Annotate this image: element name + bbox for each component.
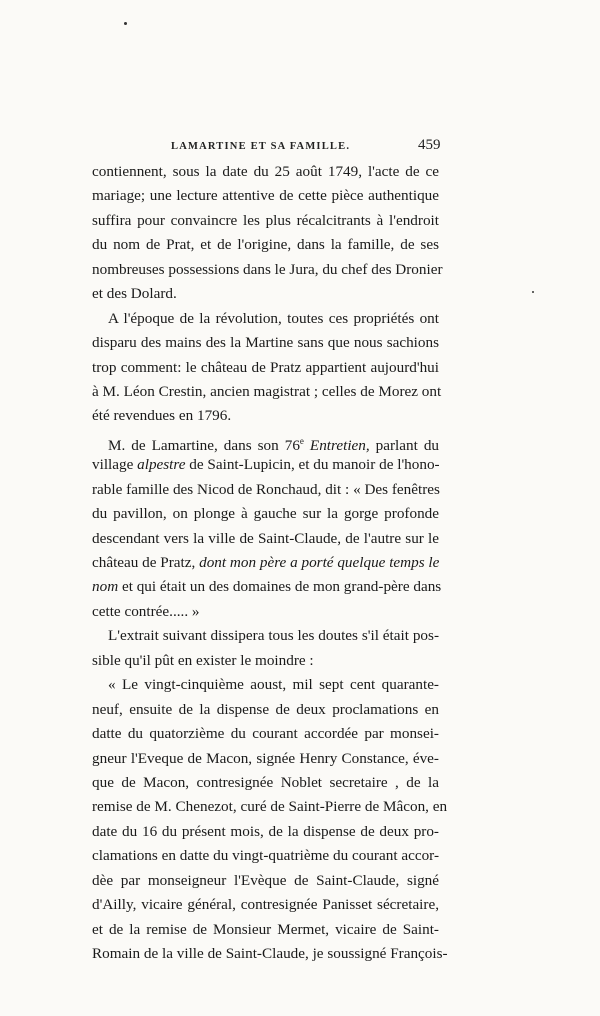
text-line: contiennent, sous la date du 25 août 1749, l'acte de ce [92,163,439,180]
body-text [92,160,448,966]
text-line: Romain de la ville de Saint-Claude, je soussigné François- [92,945,448,962]
text-line: rable famille des Nicod de Ronchaud, dit : « Des fenêtres [92,480,440,498]
page-number: 459 [418,137,441,153]
text-line: et de la remise de Monsieur Mermet, vicaire de Saint- [92,920,439,938]
text-line: disparu des mains des la Martine sans que nous sachions [92,334,439,352]
text-line: été revendues en 1796. [92,407,232,425]
text-line: village alpestre de Saint-Lupicin, et du manoir de l'hono- [92,456,440,474]
text-line: sible qu'il pût en exister le moindre : [92,651,314,669]
text-line: du pavillon, on plonge à gauche sur la gorge profonde [92,505,439,523]
text-line: suffira pour convaincre les plus récalcitrants à l'endroit [92,211,439,229]
text-line: mariage; une lecture attentive de cette pièce authentique [92,187,439,205]
ink-speck [124,22,127,25]
text-line: à M. Léon Crestin, ancien magistrat ; celles de Morez ont [92,382,442,400]
text-line: « Le vingt-cinquième aoust, mil sept cent quarante- [108,676,439,694]
text-line: datte du quatorzième du courant accordée par monsei- [92,725,439,743]
text-line: que de Macon, contresignée Noblet secretaire , de la [92,773,439,791]
text-line: neuf, ensuite de la dispense de deux proclamations en [92,700,439,718]
text-line: cette contrée..... » [92,602,200,620]
text-line: L'extrait suivant dissipera tous les doutes s'il était pos- [108,627,439,645]
text-line: M. de Lamartine, dans son 76e Entretien, parlant du [108,435,440,454]
text-line: date du 16 du présent mois, de la dispense de deux pro- [92,822,439,840]
text-line: gneur l'Eveque de Macon, signée Henry Constance, éve- [92,749,439,767]
text-line: clamations en datte du vingt-quatrième du courant accor- [92,847,439,865]
text-line: descendant vers la ville de Saint-Claude, de l'autre sur le [92,529,439,547]
text-line: A l'époque de la révolution, toutes ces propriétés ont [108,309,439,327]
superscript: e [299,435,304,446]
text-line: remise de M. Chenezot, curé de Saint-Pierre de Mâcon, en [92,798,448,816]
text-line: château de Pratz, dont mon père a porté quelque temps le [92,554,440,571]
ink-speck [532,291,534,293]
text-line: nom et qui était un des domaines de mon grand-père dans [92,578,442,596]
text-line: et des Dolard. [92,285,177,303]
text-line: nombreuses possessions dans le Jura, du chef des Dronier [92,260,443,278]
text-line: du nom de Prat, et de l'origine, dans la famille, de ses [92,236,439,254]
text-line: d'Ailly, vicaire général, contresignée Panisset sécretaire, [92,896,439,914]
running-head-title: LAMARTINE ET SA FAMILLE. [171,141,351,152]
text-line: dèe par monseigneur l'Evèque de Saint-Claude, signé [92,871,439,889]
text-line: trop comment: le château de Pratz appartient aujourd'hui [92,358,439,376]
